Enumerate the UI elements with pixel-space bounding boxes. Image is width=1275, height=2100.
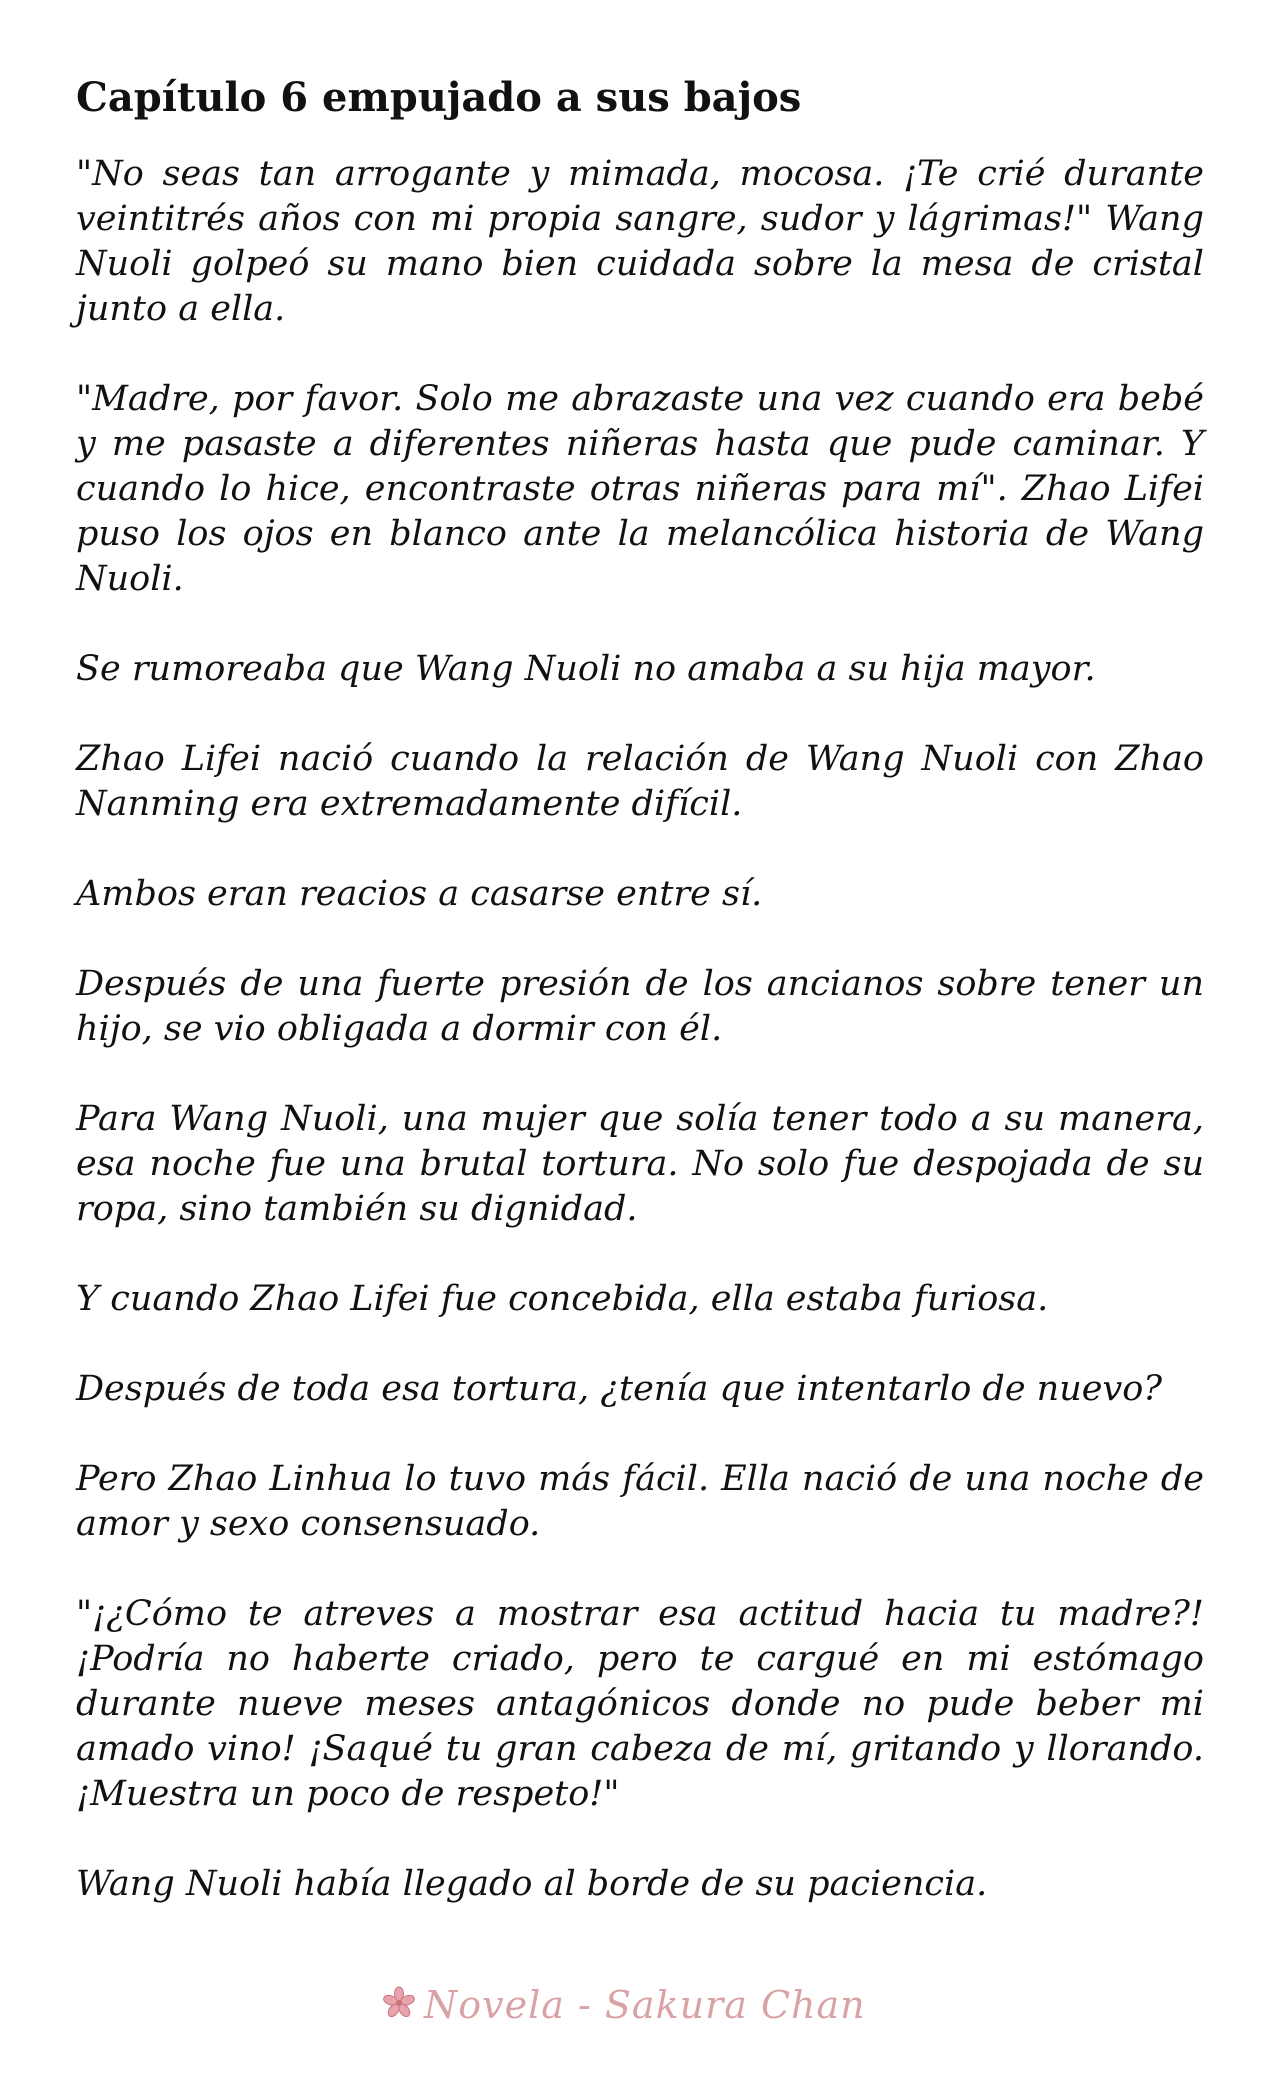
paragraph: Zhao Lifei nació cuando la relación de Wang Nuoli con Zhao Nanming era extremadamente difícil. — [76, 739, 1204, 824]
paragraph: Se rumoreaba que Wang Nuoli no amaba a su hija mayor. — [76, 649, 1096, 689]
paragraph: "¡¿Cómo te atreves a mostrar esa actitud hacia tu madre?! ¡Podría no haberte criado, pero te cargué en mi estómago durante nueve meses antagónicos donde no pude beber mi amado vino! ¡Saqué tu gran cabeza de mí, gritando y llorando. ¡Muestra un poco de respeto!" — [76, 1594, 1204, 1814]
paragraph: Después de toda esa tortura, ¿tenía que intentarlo de nuevo? — [76, 1369, 1163, 1409]
sakura-flower-icon — [382, 1986, 416, 2025]
paragraph: "No seas tan arrogante y mimada, mocosa. ¡Te crié durante veintitrés años con mi propia sangre, sudor y lágrimas!" Wang Nuoli golpeó su mano bien cuidada sobre la mesa de cristal junto a ella. — [76, 154, 1204, 329]
watermark — [382, 1980, 866, 2030]
paragraph: "Madre, por favor. Solo me abrazaste una vez cuando era bebé y me pasaste a diferentes niñeras hasta que pude caminar. Y cuando lo hice, encontraste otras niñeras para mí". Zhao Lifei puso los ojos en blanco ante la melancólica historia de Wang Nuoli. — [76, 379, 1204, 599]
paragraph: Ambos eran reacios a casarse entre sí. — [76, 874, 763, 914]
paragraph: Después de una fuerte presión de los ancianos sobre tener un hijo, se vio obligada a dormir con él. — [76, 964, 1204, 1049]
paragraph: Y cuando Zhao Lifei fue concebida, ella estaba furiosa. — [76, 1279, 1049, 1319]
document-page — [76, 70, 1204, 1907]
paragraph: Para Wang Nuoli, una mujer que solía tener todo a su manera, esa noche fue una brutal tortura. No solo fue despojada de su ropa, sino también su dignidad. — [76, 1099, 1204, 1229]
paragraph: Wang Nuoli había llegado al borde de su paciencia. — [76, 1864, 988, 1904]
chapter-title: Capítulo 6 empujado a sus bajos — [76, 74, 802, 121]
watermark-text: Novela - Sakura Chan — [424, 1983, 866, 2027]
paragraph: Pero Zhao Linhua lo tuvo más fácil. Ella nació de una noche de amor y sexo consensuado. — [76, 1459, 1204, 1544]
